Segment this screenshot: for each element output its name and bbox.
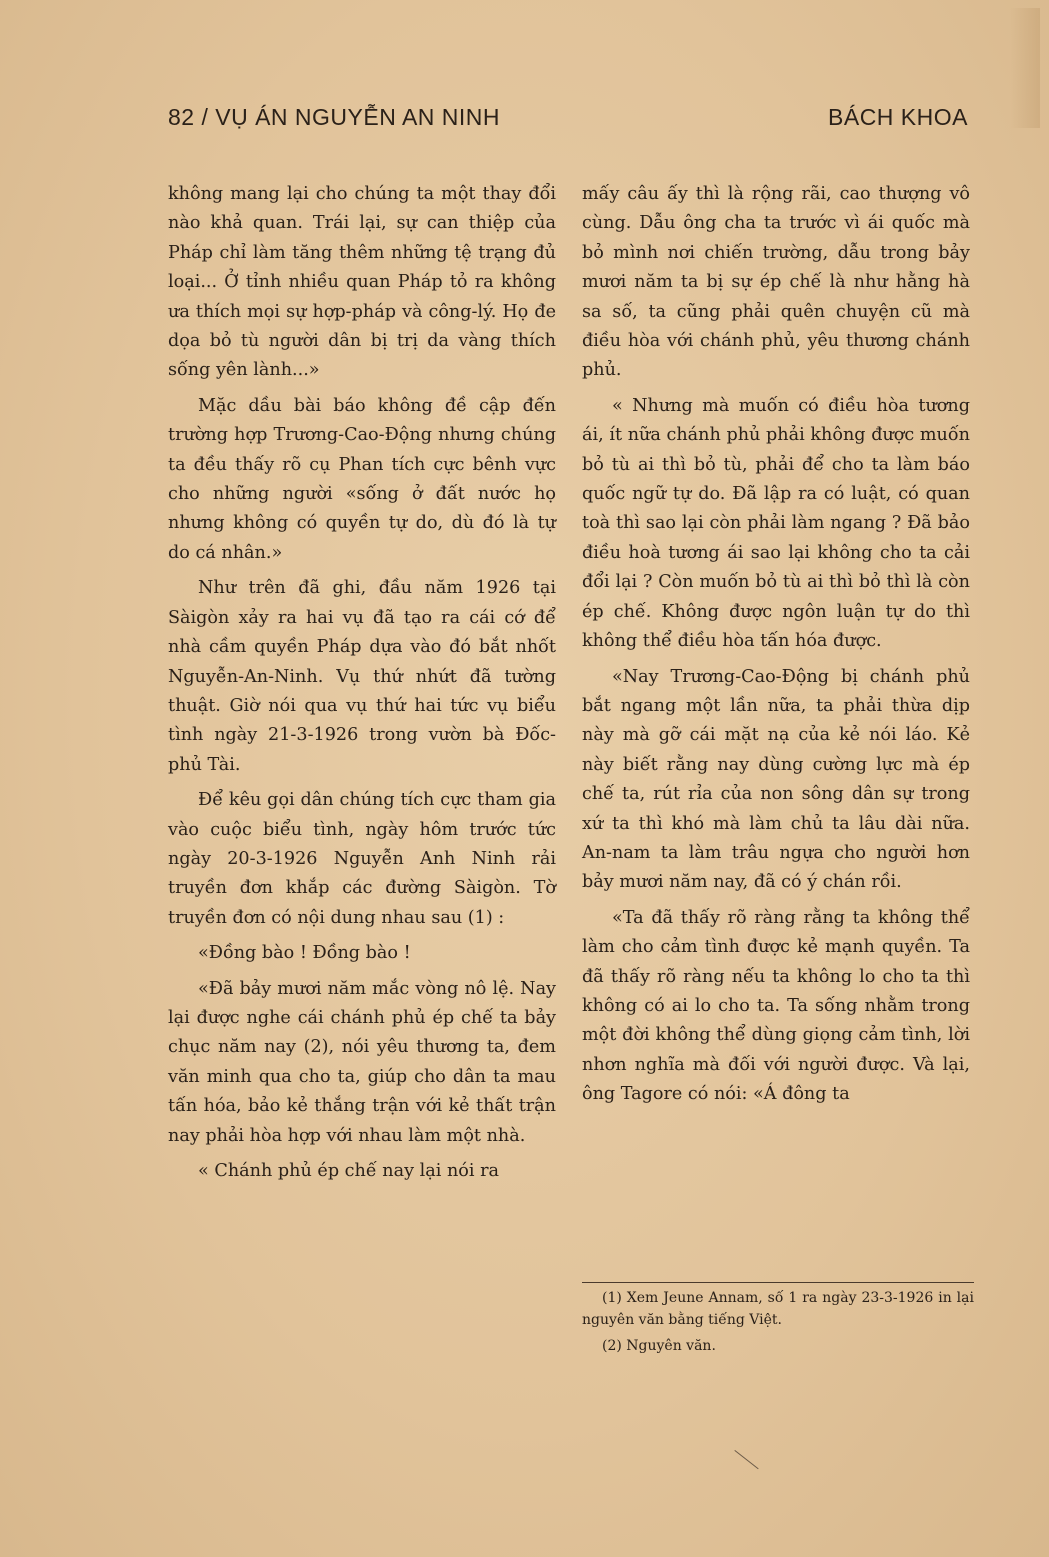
right-text-column — [582, 180, 970, 1116]
paragraph: Mặc dầu bài báo không đề cập đến trường hợp Trương-Cao-Động nhưng chúng ta đều thấy rõ cụ Phan tích cực bênh vực cho những người «sống ở đất nước họ nhưng không có quyền tự do, dù đó là tự do cá nhân.» — [168, 395, 556, 563]
running-header — [168, 104, 968, 138]
paragraph: Như trên đã ghi, đầu năm 1926 tại Sàigòn xảy ra hai vụ đã tạo ra cái cớ để nhà cầm quyền Pháp dựa vào đó bắt nhốt Nguyễn-An-Ninh. Vụ thứ nhứt đã tường thuật. Giờ nói qua vụ thứ hai tức vụ biểu tình ngày 21-3-1926 trong vườn bà Đốc-phủ Tài. — [168, 578, 556, 775]
paragraph: «Đồng bào ! Đồng bào ! — [198, 943, 411, 964]
header-page-title: 82 / VỤ ÁN NGUYỄN AN NINH — [168, 104, 501, 130]
left-text-column — [168, 180, 556, 1192]
paragraph: «Ta đã thấy rõ ràng rằng ta không thể làm cho cảm tình được kẻ mạnh quyền. Ta đã thấy rõ ràng nếu ta không lo cho ta thì không có ai lo cho ta. Ta sống nhằm trong một đời không thể dùng giọng cảm tình, lời nhơn nghĩa mà đối với người được. Và lại, ông Tagore có nói: «Á đông ta — [582, 907, 970, 1105]
paragraph: « Nhưng mà muốn có điều hòa tương ái, ít nữa chánh phủ phải không được muốn bỏ tù ai thì bỏ tù, phải để cho ta làm báo quốc ngữ tự do. Đã lập ra có luật, có quan toà thì sao lại còn phải làm ngang ? Đã bảo điều hoà tương ái sao lại không cho ta cải đổi lại ? Còn muốn bỏ tù ai thì bỏ thì là còn ép chế. Không được ngôn luận tự do thì không thể điều hòa tấn hóa được. — [582, 395, 970, 652]
paper-crease-mark — [716, 1450, 759, 1493]
page-edge-stain — [1010, 8, 1040, 128]
paragraph: « Chánh phủ ép chế nay lại nói ra — [198, 1161, 500, 1181]
footnote: (1) Xem Jeune Annam, số 1 ra ngày 23-3-1926 in lại nguyên văn bằng tiếng Việt. — [582, 1290, 974, 1328]
footnote: (2) Nguyên văn. — [602, 1338, 716, 1354]
paragraph: «Đã bảy mươi năm mắc vòng nô lệ. Nay lại được nghe cái chánh phủ ép chế ta bảy chục năm nay (2), nói yêu thương ta, đem văn minh qua cho ta, giúp cho dân ta mau tấn hóa, bảo kẻ thắng trận với kẻ thất trận nay phải hòa hợp với nhau làm một nhà. — [168, 978, 556, 1146]
header-magazine-name: BÁCH KHOA — [828, 104, 968, 130]
paragraph: «Nay Trương-Cao-Động bị chánh phủ bắt ngang một lần nữa, ta phải thừa dịp này mà gỡ cái mặt nạ của kẻ nói láo. Kẻ này biết rằng nay dùng cường lực mà ép chế ta, rút rỉa của non sông dân sự trong xứ ta thì khó mà làm chủ ta lâu dài nữa. An-nam ta làm trâu ngựa cho người hơn bảy mươi năm nay, đã có ý chán rồi. — [582, 666, 970, 893]
paragraph: Để kêu gọi dân chúng tích cực tham gia vào cuộc biểu tình, ngày hôm trước tức ngày 20-3-1926 Nguyễn Anh Ninh rải truyền đơn khắp các đường Sàigòn. Tờ truyền đơn có nội dung nhau sau (1) : — [168, 790, 556, 928]
footnotes — [582, 1282, 974, 1361]
paragraph: không mang lại cho chúng ta một thay đổi nào khả quan. Trái lại, sự can thiệp của Pháp chỉ làm tăng thêm những tệ trạng đủ loại... Ở tỉnh nhiều quan Pháp tỏ ra không ưa thích mọi sự hợp-pháp và công-lý. Họ đe dọa bỏ tù người dân bị trị da vàng thích sống yên lành...» — [168, 184, 556, 381]
paragraph: mấy câu ấy thì là rộng rãi, cao thượng vô cùng. Dẫu ông cha ta trước vì ái quốc mà bỏ mình nơi chiến trường, dẫu trong bảy mươi năm ta bị sự ép chế là như hằng hà sa số, ta cũng phải quên chuyện cũ mà điều hòa với chánh phủ, yêu thương chánh phủ. — [582, 184, 970, 381]
